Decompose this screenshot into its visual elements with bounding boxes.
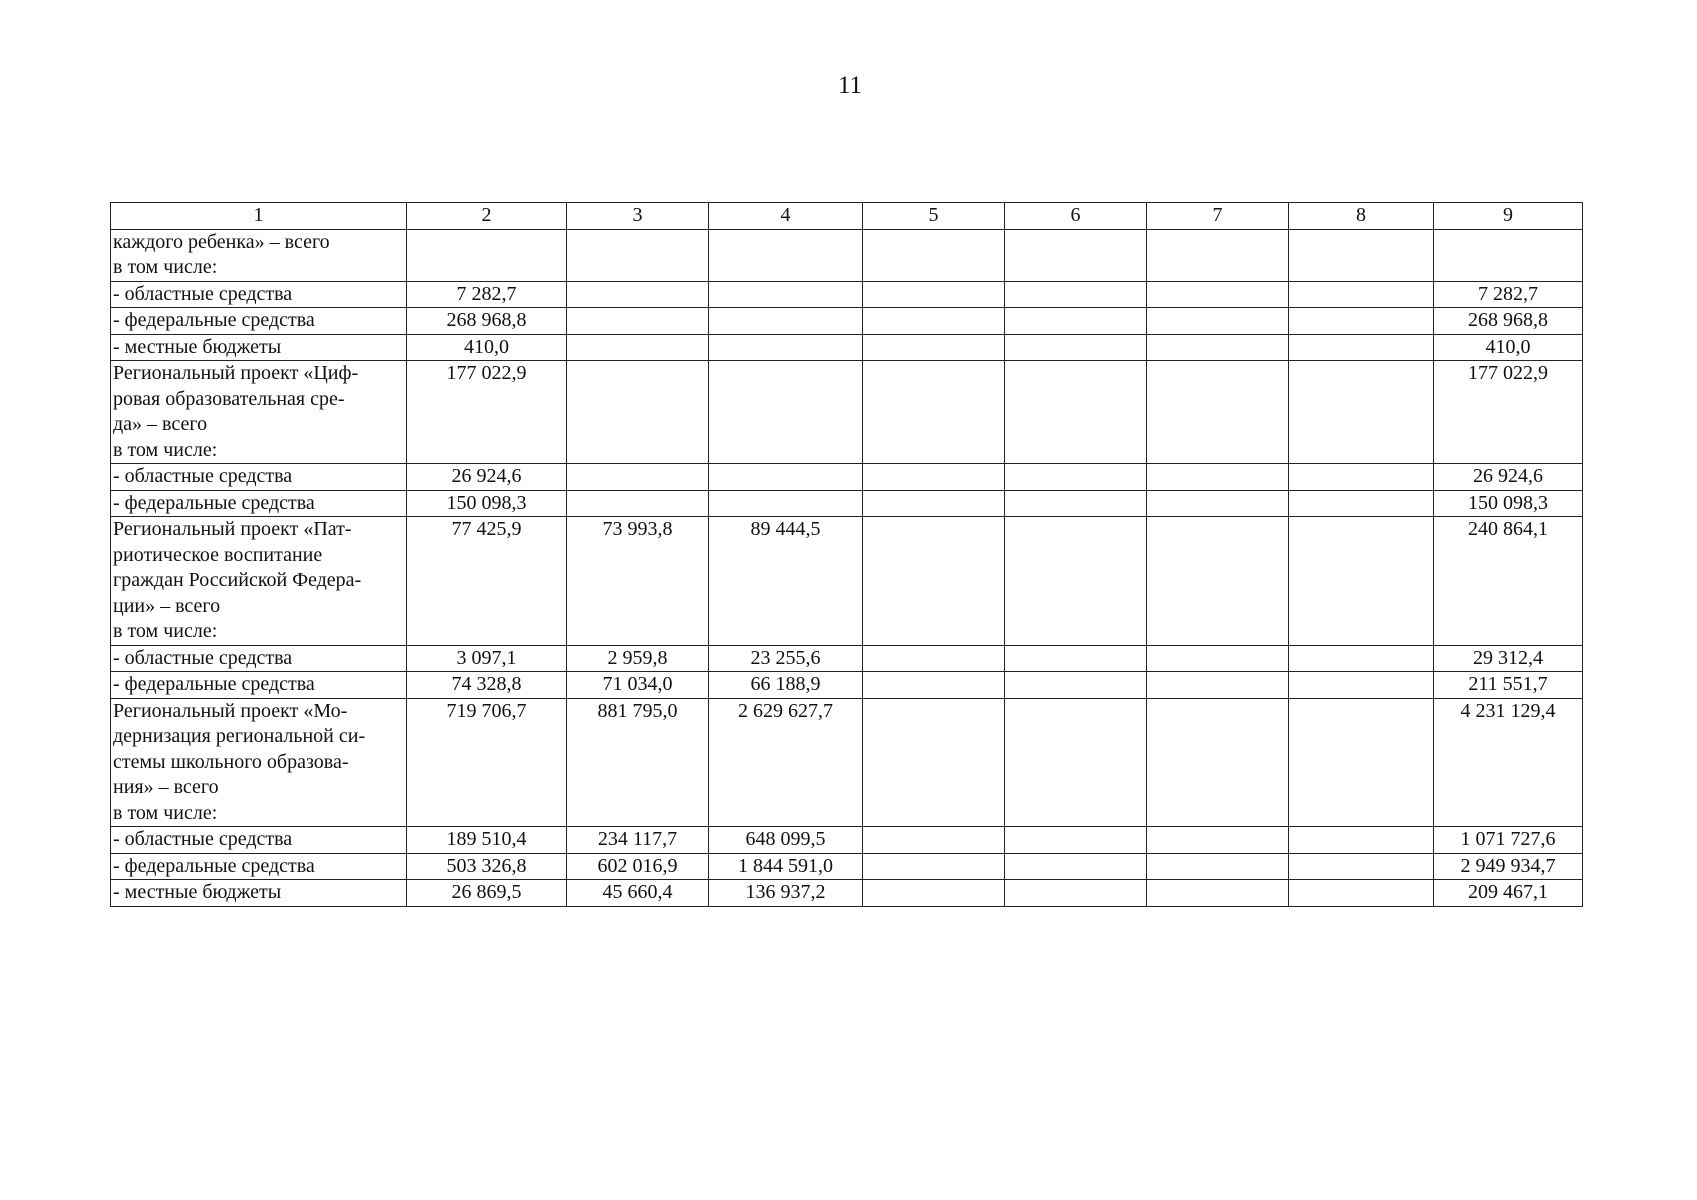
value-cell-col-8	[1289, 464, 1434, 491]
value-cell-col-8	[1289, 880, 1434, 907]
row-label-line: - федеральные средства	[113, 491, 315, 514]
value-cell-col-4: 23 255,6	[709, 645, 863, 672]
value-cell-col-3: 2 959,8	[567, 645, 709, 672]
row-label-line: ровая образовательная сре-	[113, 387, 345, 410]
value-cell-col-4: 1 844 591,0	[709, 853, 863, 880]
value-cell-col-5	[863, 672, 1005, 699]
value-cell-col-5	[863, 827, 1005, 854]
column-header-4: 4	[709, 203, 863, 230]
value-cell-col-9: 29 312,4	[1434, 645, 1583, 672]
value-cell-col-4: 66 188,9	[709, 672, 863, 699]
value-cell-col-2: 268 968,8	[407, 308, 567, 335]
row-label-line: риотическое воспитание	[113, 543, 323, 566]
row-label	[111, 827, 407, 854]
value-cell-col-9: 1 071 727,6	[1434, 827, 1583, 854]
funding-row	[111, 880, 1583, 907]
value-cell-col-5	[863, 490, 1005, 517]
row-label	[111, 281, 407, 308]
value-cell-col-5	[863, 880, 1005, 907]
row-label-line: Региональный проект «Мо-	[113, 699, 348, 722]
row-label	[111, 517, 407, 646]
value-cell-col-5	[863, 698, 1005, 827]
row-label	[111, 308, 407, 335]
funding-row	[111, 827, 1583, 854]
row-label	[111, 464, 407, 491]
value-cell-col-2: 26 869,5	[407, 880, 567, 907]
value-cell-col-8	[1289, 517, 1434, 646]
value-cell-col-3	[567, 281, 709, 308]
value-cell-col-6	[1005, 281, 1147, 308]
value-cell-col-8	[1289, 308, 1434, 335]
value-cell-col-2: 150 098,3	[407, 490, 567, 517]
value-cell-col-5	[863, 229, 1005, 281]
value-cell-col-4	[709, 281, 863, 308]
value-cell-col-3	[567, 361, 709, 464]
row-label-line: в том числе:	[113, 620, 218, 642]
row-label-line: ции» – всего	[113, 594, 221, 617]
value-cell-col-4	[709, 229, 863, 281]
value-cell-col-4: 2 629 627,7	[709, 698, 863, 827]
value-cell-col-2: 74 328,8	[407, 672, 567, 699]
value-cell-col-9	[1434, 229, 1583, 281]
value-cell-col-6	[1005, 490, 1147, 517]
value-cell-col-2: 26 924,6	[407, 464, 567, 491]
row-label-line: каждого ребенка» – всего	[113, 230, 330, 253]
row-label-line: - областные средства	[113, 465, 293, 487]
row-label-line: - областные средства	[113, 828, 293, 850]
value-cell-col-3	[567, 334, 709, 361]
value-cell-col-3: 234 117,7	[567, 827, 709, 854]
row-label-line: в том числе:	[113, 438, 218, 461]
project-row	[111, 229, 1583, 281]
column-header-1: 1	[111, 203, 407, 230]
row-label	[111, 334, 407, 361]
row-label-line: дернизация региональной си-	[113, 725, 366, 747]
funding-row	[111, 334, 1583, 361]
value-cell-col-6	[1005, 517, 1147, 646]
row-label-line: - областные средства	[113, 646, 293, 669]
header-row	[111, 203, 1583, 230]
funding-row	[111, 645, 1583, 672]
value-cell-col-9: 410,0	[1434, 334, 1583, 361]
value-cell-col-7	[1147, 517, 1289, 646]
value-cell-col-2: 503 326,8	[407, 853, 567, 880]
value-cell-col-8	[1289, 672, 1434, 699]
value-cell-col-7	[1147, 827, 1289, 854]
value-cell-col-3	[567, 229, 709, 281]
row-label-line: в том числе:	[113, 256, 218, 278]
value-cell-col-3: 602 016,9	[567, 853, 709, 880]
column-header-2: 2	[407, 203, 567, 230]
value-cell-col-6	[1005, 464, 1147, 491]
value-cell-col-3: 73 993,8	[567, 517, 709, 646]
value-cell-col-9: 150 098,3	[1434, 490, 1583, 517]
page-number: 11	[837, 72, 863, 99]
value-cell-col-5	[863, 645, 1005, 672]
value-cell-col-3	[567, 464, 709, 491]
funding-row	[111, 672, 1583, 699]
budget-table	[110, 202, 1583, 907]
value-cell-col-9: 177 022,9	[1434, 361, 1583, 464]
value-cell-col-9: 240 864,1	[1434, 517, 1583, 646]
value-cell-col-5	[863, 853, 1005, 880]
value-cell-col-7	[1147, 645, 1289, 672]
row-label-line: - областные средства	[113, 282, 293, 305]
value-cell-col-3: 881 795,0	[567, 698, 709, 827]
value-cell-col-7	[1147, 281, 1289, 308]
value-cell-col-7	[1147, 334, 1289, 361]
value-cell-col-3	[567, 308, 709, 335]
value-cell-col-7	[1147, 490, 1289, 517]
value-cell-col-8	[1289, 229, 1434, 281]
row-label	[111, 490, 407, 517]
value-cell-col-4	[709, 308, 863, 335]
value-cell-col-6	[1005, 853, 1147, 880]
value-cell-col-6	[1005, 698, 1147, 827]
value-cell-col-2: 3 097,1	[407, 645, 567, 672]
row-label-line: ния» – всего	[113, 776, 219, 798]
funding-row	[111, 464, 1583, 491]
funding-row	[111, 281, 1583, 308]
value-cell-col-5	[863, 308, 1005, 335]
column-header-3: 3	[567, 203, 709, 230]
value-cell-col-2: 177 022,9	[407, 361, 567, 464]
column-header-6: 6	[1005, 203, 1147, 230]
table-header	[111, 203, 1583, 230]
project-row	[111, 361, 1583, 464]
value-cell-col-6	[1005, 334, 1147, 361]
value-cell-col-9: 26 924,6	[1434, 464, 1583, 491]
value-cell-col-9: 2 949 934,7	[1434, 853, 1583, 880]
row-label	[111, 880, 407, 907]
value-cell-col-4	[709, 490, 863, 517]
value-cell-col-4	[709, 334, 863, 361]
value-cell-col-2: 7 282,7	[407, 281, 567, 308]
value-cell-col-5	[863, 334, 1005, 361]
value-cell-col-7	[1147, 308, 1289, 335]
value-cell-col-5	[863, 361, 1005, 464]
row-label-line: - федеральные средства	[113, 309, 315, 331]
value-cell-col-6	[1005, 672, 1147, 699]
value-cell-col-2: 719 706,7	[407, 698, 567, 827]
value-cell-col-5	[863, 517, 1005, 646]
value-cell-col-2	[407, 229, 567, 281]
value-cell-col-8	[1289, 853, 1434, 880]
value-cell-col-7	[1147, 229, 1289, 281]
value-cell-col-9: 211 551,7	[1434, 672, 1583, 699]
value-cell-col-6	[1005, 645, 1147, 672]
row-label-line: - федеральные средства	[113, 854, 315, 877]
value-cell-col-4: 89 444,5	[709, 517, 863, 646]
value-cell-col-6	[1005, 827, 1147, 854]
project-row	[111, 517, 1583, 646]
value-cell-col-3: 71 034,0	[567, 672, 709, 699]
value-cell-col-4: 136 937,2	[709, 880, 863, 907]
value-cell-col-2: 77 425,9	[407, 517, 567, 646]
value-cell-col-3: 45 660,4	[567, 880, 709, 907]
value-cell-col-6	[1005, 361, 1147, 464]
value-cell-col-9: 209 467,1	[1434, 880, 1583, 907]
value-cell-col-8	[1289, 334, 1434, 361]
row-label-line: - местные бюджеты	[113, 335, 282, 358]
value-cell-col-4	[709, 464, 863, 491]
column-header-5: 5	[863, 203, 1005, 230]
value-cell-col-8	[1289, 698, 1434, 827]
row-label	[111, 698, 407, 827]
row-label	[111, 853, 407, 880]
column-header-8: 8	[1289, 203, 1434, 230]
row-label	[111, 672, 407, 699]
table-body	[111, 229, 1583, 906]
row-label-line: да» – всего	[113, 413, 208, 435]
value-cell-col-2: 189 510,4	[407, 827, 567, 854]
funding-row	[111, 853, 1583, 880]
value-cell-col-8	[1289, 490, 1434, 517]
row-label-line: Региональный проект «Пат-	[113, 518, 352, 540]
column-header-9: 9	[1434, 203, 1583, 230]
row-label-line: - местные бюджеты	[113, 881, 282, 903]
project-row	[111, 698, 1583, 827]
value-cell-col-9: 4 231 129,4	[1434, 698, 1583, 827]
value-cell-col-6	[1005, 229, 1147, 281]
value-cell-col-9: 268 968,8	[1434, 308, 1583, 335]
value-cell-col-9: 7 282,7	[1434, 281, 1583, 308]
column-header-7: 7	[1147, 203, 1289, 230]
row-label-line: граждан Российской Федера-	[113, 569, 362, 591]
value-cell-col-5	[863, 464, 1005, 491]
row-label-line: - федеральные средства	[113, 673, 315, 695]
value-cell-col-7	[1147, 880, 1289, 907]
value-cell-col-6	[1005, 308, 1147, 335]
value-cell-col-8	[1289, 281, 1434, 308]
value-cell-col-7	[1147, 853, 1289, 880]
value-cell-col-8	[1289, 645, 1434, 672]
value-cell-col-3	[567, 490, 709, 517]
funding-row	[111, 308, 1583, 335]
value-cell-col-7	[1147, 672, 1289, 699]
value-cell-col-4	[709, 361, 863, 464]
value-cell-col-8	[1289, 361, 1434, 464]
row-label	[111, 229, 407, 281]
row-label-line: в том числе:	[113, 801, 218, 824]
value-cell-col-7	[1147, 361, 1289, 464]
value-cell-col-5	[863, 281, 1005, 308]
row-label	[111, 361, 407, 464]
funding-row	[111, 490, 1583, 517]
value-cell-col-7	[1147, 464, 1289, 491]
row-label-line: стемы школьного образова-	[113, 750, 349, 773]
value-cell-col-4: 648 099,5	[709, 827, 863, 854]
value-cell-col-7	[1147, 698, 1289, 827]
value-cell-col-2: 410,0	[407, 334, 567, 361]
value-cell-col-6	[1005, 880, 1147, 907]
row-label	[111, 645, 407, 672]
value-cell-col-8	[1289, 827, 1434, 854]
row-label-line: Региональный проект «Циф-	[113, 362, 359, 384]
